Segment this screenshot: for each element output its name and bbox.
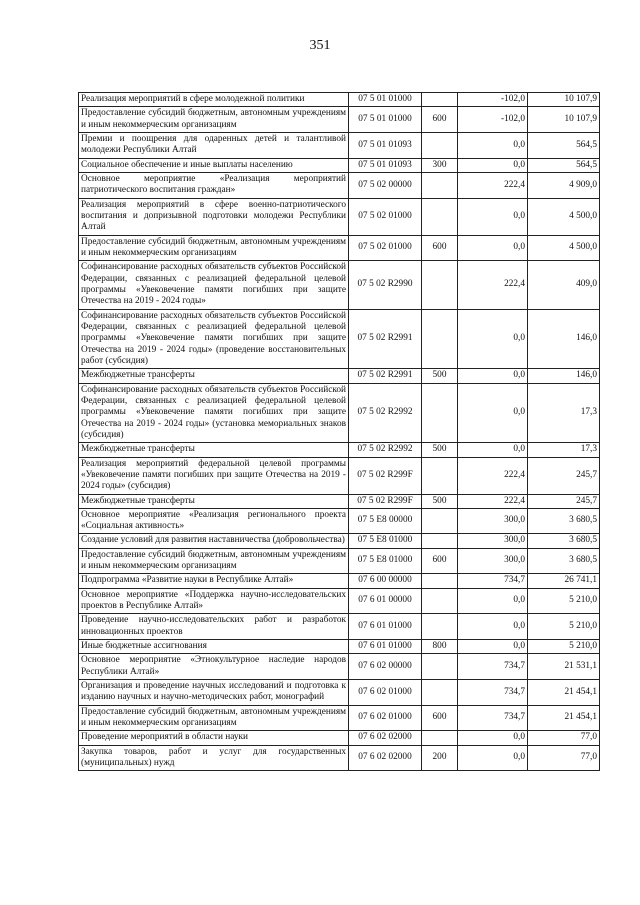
row-target-code: 07 6 02 01000 [349, 680, 422, 706]
row-change-amount: 300,0 [458, 508, 528, 534]
table-row [79, 654, 600, 680]
row-expense-type [422, 172, 458, 198]
table-row [79, 93, 600, 107]
row-description: Межбюджетные трансферты [79, 369, 349, 383]
row-expense-type [422, 588, 458, 614]
row-change-amount: 0,0 [458, 731, 528, 745]
table-row [79, 508, 600, 534]
row-description: Межбюджетные трансферты [79, 443, 349, 457]
table-row [79, 107, 600, 133]
row-expense-type: 200 [422, 745, 458, 771]
row-total-amount: 245,7 [528, 457, 600, 494]
row-description: Проведение мероприятий в области науки [79, 731, 349, 745]
row-target-code: 07 6 02 01000 [349, 705, 422, 731]
row-total-amount: 3 680,5 [528, 548, 600, 574]
row-description: Основное мероприятие «Этнокультурное наследие народов Республики Алтай» [79, 654, 349, 680]
row-expense-type: 500 [422, 443, 458, 457]
table-row [79, 235, 600, 261]
row-description: Софинансирование расходных обязательств субъектов Российской Федерации, связанных с реализацией федеральной целевой программы «Увековечение памяти погибших при защите Отечества на 2019 - 2024 годы» (проведение восстановительных работ (субсидия) [79, 309, 349, 369]
row-expense-type [422, 574, 458, 588]
row-change-amount: 0,0 [458, 309, 528, 369]
table-row [79, 640, 600, 654]
table-row [79, 198, 600, 235]
row-target-code: 07 5 01 01093 [349, 132, 422, 158]
row-target-code: 07 5 02 R2990 [349, 261, 422, 309]
table-row [79, 443, 600, 457]
row-total-amount: 17,3 [528, 443, 600, 457]
row-total-amount: 77,0 [528, 731, 600, 745]
table-row [79, 534, 600, 548]
row-description: Предоставление субсидий бюджетным, автономным учреждениям и иным некоммерческим организациям [79, 705, 349, 731]
row-total-amount: 3 680,5 [528, 534, 600, 548]
row-target-code: 07 5 02 R299F [349, 457, 422, 494]
row-total-amount: 3 680,5 [528, 508, 600, 534]
row-target-code: 07 5 02 R2992 [349, 383, 422, 443]
table-row [79, 369, 600, 383]
row-target-code: 07 6 02 02000 [349, 731, 422, 745]
row-description: Софинансирование расходных обязательств субъектов Российской Федерации, связанных с реализацией федеральной целевой программы «Увековечение памяти погибших при защите Отечества на 2019 - 2024 годы» (установка мемориальных знаков (субсидия) [79, 383, 349, 443]
row-total-amount: 77,0 [528, 745, 600, 771]
row-description: Основное мероприятие «Реализация мероприятий патриотического воспитания граждан» [79, 172, 349, 198]
row-total-amount: 21 531,1 [528, 654, 600, 680]
row-target-code: 07 5 02 R299F [349, 494, 422, 508]
row-expense-type [422, 132, 458, 158]
row-expense-type: 300 [422, 158, 458, 172]
row-description: Основное мероприятие «Поддержка научно-исследовательских проектов в Республике Алтай» [79, 588, 349, 614]
row-total-amount: 5 210,0 [528, 614, 600, 640]
row-total-amount: 10 107,9 [528, 93, 600, 107]
row-change-amount: 0,0 [458, 614, 528, 640]
row-change-amount: 0,0 [458, 198, 528, 235]
row-description: Создание условий для развития наставничества (добровольчества) [79, 534, 349, 548]
row-description: Закупка товаров, работ и услуг для государственных (муниципальных) нужд [79, 745, 349, 771]
row-change-amount: -102,0 [458, 93, 528, 107]
row-expense-type [422, 614, 458, 640]
row-target-code: 07 5 E8 01000 [349, 548, 422, 574]
row-total-amount: 4 909,0 [528, 172, 600, 198]
row-total-amount: 17,3 [528, 383, 600, 443]
budget-table [78, 92, 600, 771]
row-change-amount: 222,4 [458, 261, 528, 309]
row-total-amount: 5 210,0 [528, 640, 600, 654]
row-target-code: 07 5 E8 01000 [349, 534, 422, 548]
row-target-code: 07 5 01 01093 [349, 158, 422, 172]
table-row [79, 588, 600, 614]
page-number: 351 [309, 38, 331, 53]
row-description: Основное мероприятие «Реализация регионального проекта «Социальная активность» [79, 508, 349, 534]
row-change-amount: 0,0 [458, 745, 528, 771]
row-expense-type [422, 261, 458, 309]
row-total-amount: 146,0 [528, 309, 600, 369]
row-change-amount: 0,0 [458, 383, 528, 443]
row-expense-type: 500 [422, 369, 458, 383]
row-change-amount: 734,7 [458, 654, 528, 680]
row-total-amount: 564,5 [528, 158, 600, 172]
row-target-code: 07 5 01 01000 [349, 93, 422, 107]
row-expense-type [422, 534, 458, 548]
row-expense-type [422, 383, 458, 443]
row-total-amount: 5 210,0 [528, 588, 600, 614]
row-description: Предоставление субсидий бюджетным, автономным учреждениям и иным некоммерческим организациям [79, 548, 349, 574]
row-description: Подпрограмма «Развитие науки в Республике Алтай» [79, 574, 349, 588]
row-description: Организация и проведение научных исследований и подготовка к изданию научных и научно-методических работ, монографий [79, 680, 349, 706]
row-total-amount: 146,0 [528, 369, 600, 383]
table-row [79, 574, 600, 588]
row-target-code: 07 6 02 00000 [349, 654, 422, 680]
row-description: Предоставление субсидий бюджетным, автономным учреждениям и иным некоммерческим организациям [79, 235, 349, 261]
row-target-code: 07 5 02 01000 [349, 198, 422, 235]
table-row [79, 731, 600, 745]
row-change-amount: 0,0 [458, 588, 528, 614]
row-change-amount: 734,7 [458, 705, 528, 731]
row-change-amount: 0,0 [458, 132, 528, 158]
table-row [79, 132, 600, 158]
row-change-amount: 0,0 [458, 235, 528, 261]
row-change-amount: -102,0 [458, 107, 528, 133]
row-target-code: 07 5 E8 00000 [349, 508, 422, 534]
row-expense-type [422, 508, 458, 534]
row-expense-type: 500 [422, 494, 458, 508]
table-row [79, 745, 600, 771]
row-total-amount: 4 500,0 [528, 198, 600, 235]
row-expense-type [422, 654, 458, 680]
row-change-amount: 300,0 [458, 534, 528, 548]
table-row [79, 309, 600, 369]
row-total-amount: 4 500,0 [528, 235, 600, 261]
table-row [79, 172, 600, 198]
row-target-code: 07 6 02 02000 [349, 745, 422, 771]
row-target-code: 07 6 01 00000 [349, 588, 422, 614]
row-change-amount: 222,4 [458, 172, 528, 198]
table-row [79, 494, 600, 508]
row-change-amount: 0,0 [458, 443, 528, 457]
table-row [79, 614, 600, 640]
row-target-code: 07 5 02 01000 [349, 235, 422, 261]
budget-table-body [79, 93, 600, 771]
table-row [79, 680, 600, 706]
row-total-amount: 21 454,1 [528, 705, 600, 731]
row-expense-type: 600 [422, 107, 458, 133]
row-total-amount: 10 107,9 [528, 107, 600, 133]
row-change-amount: 222,4 [458, 494, 528, 508]
row-description: Реализация мероприятий федеральной целевой программы «Увековечение памяти погибших при защите Отечества на 2019 - 2024 годы» (субсидия) [79, 457, 349, 494]
row-change-amount: 0,0 [458, 369, 528, 383]
row-description: Премии и поощрения для одаренных детей и талантливой молодежи Республики Алтай [79, 132, 349, 158]
table-row [79, 261, 600, 309]
row-target-code: 07 6 00 00000 [349, 574, 422, 588]
row-target-code: 07 5 02 R2991 [349, 309, 422, 369]
table-row [79, 457, 600, 494]
row-description: Реализация мероприятий в сфере молодежной политики [79, 93, 349, 107]
row-expense-type: 600 [422, 235, 458, 261]
row-total-amount: 245,7 [528, 494, 600, 508]
row-description: Межбюджетные трансферты [79, 494, 349, 508]
row-target-code: 07 6 01 01000 [349, 614, 422, 640]
row-change-amount: 0,0 [458, 158, 528, 172]
row-total-amount: 409,0 [528, 261, 600, 309]
row-expense-type [422, 93, 458, 107]
row-change-amount: 0,0 [458, 640, 528, 654]
row-target-code: 07 5 01 01000 [349, 107, 422, 133]
row-total-amount: 26 741,1 [528, 574, 600, 588]
row-expense-type: 600 [422, 705, 458, 731]
row-change-amount: 222,4 [458, 457, 528, 494]
row-change-amount: 734,7 [458, 680, 528, 706]
row-description: Иные бюджетные ассигнования [79, 640, 349, 654]
row-total-amount: 564,5 [528, 132, 600, 158]
row-change-amount: 300,0 [458, 548, 528, 574]
row-target-code: 07 5 02 00000 [349, 172, 422, 198]
row-expense-type: 600 [422, 548, 458, 574]
row-change-amount: 734,7 [458, 574, 528, 588]
row-target-code: 07 6 01 01000 [349, 640, 422, 654]
row-expense-type [422, 198, 458, 235]
table-row [79, 705, 600, 731]
row-expense-type: 800 [422, 640, 458, 654]
row-target-code: 07 5 02 R2991 [349, 369, 422, 383]
row-description: Социальное обеспечение и иные выплаты населению [79, 158, 349, 172]
row-description: Софинансирование расходных обязательств субъектов Российской Федерации, связанных с реализацией федеральной целевой программы «Увековечение памяти погибших при защите Отечества на 2019 - 2024 годы» [79, 261, 349, 309]
table-row [79, 383, 600, 443]
table-row [79, 548, 600, 574]
row-target-code: 07 5 02 R2992 [349, 443, 422, 457]
row-description: Реализация мероприятий в сфере военно-патриотического воспитания и допризывной подготовки молодежи Республики Алтай [79, 198, 349, 235]
row-expense-type [422, 680, 458, 706]
row-expense-type [422, 731, 458, 745]
table-row [79, 158, 600, 172]
row-description: Проведение научно-исследовательских работ и разработок инновационных проектов [79, 614, 349, 640]
row-expense-type [422, 309, 458, 369]
row-description: Предоставление субсидий бюджетным, автономным учреждениям и иным некоммерческим организациям [79, 107, 349, 133]
row-total-amount: 21 454,1 [528, 680, 600, 706]
row-expense-type [422, 457, 458, 494]
